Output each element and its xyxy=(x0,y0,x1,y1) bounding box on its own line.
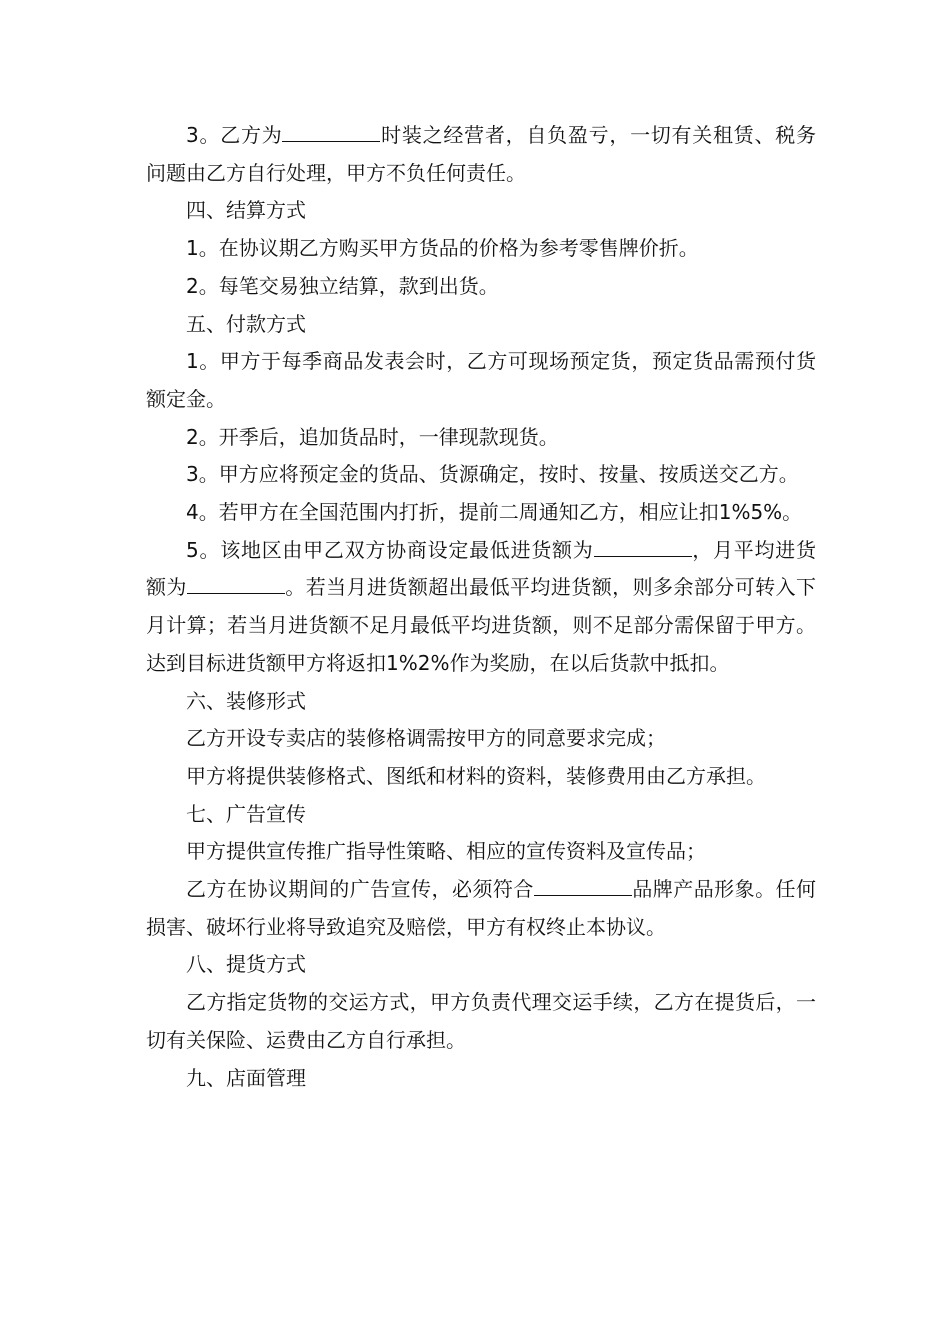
document-body xyxy=(146,117,816,1097)
paragraph xyxy=(146,871,816,946)
paragraph-text: 1。在协议期乙方购买甲方货品的价格为参考零售牌价折。 xyxy=(186,236,699,261)
paragraph xyxy=(146,532,816,683)
paragraph xyxy=(146,984,816,1059)
paragraph-text: 2。开季后，追加货品时，一律现款现货。 xyxy=(186,424,559,449)
paragraph-text: 5。该地区由甲乙双方协商设定最低进货额为 xyxy=(186,537,594,562)
paragraph xyxy=(146,946,816,984)
paragraph-text: 4。若甲方在全国范围内打折，提前二周通知乙方，相应让扣1%5%。 xyxy=(186,500,803,525)
paragraph-text: ，月平均进货额为 xyxy=(146,537,816,600)
paragraph-text: 。若当月进货额超出最低平均进货额，则多余部分可转入下月计算；若当月进货额不足月最低平均进货额，则不足部分需保留于甲方。达到目标进货额甲方将返扣1%2%作为奖励，在以后货款中抵扣。 xyxy=(146,575,817,675)
paragraph xyxy=(146,306,816,344)
paragraph xyxy=(146,117,816,192)
paragraph xyxy=(146,796,816,834)
paragraph xyxy=(146,683,816,721)
paragraph xyxy=(146,494,816,532)
paragraph-text: 乙方开设专卖店的装修格调需按甲方的同意要求完成； xyxy=(186,726,666,751)
paragraph xyxy=(146,419,816,457)
paragraph xyxy=(146,192,816,230)
paragraph-text: 甲方提供宣传推广指导性策略、相应的宣传资料及宣传品； xyxy=(186,839,706,864)
paragraph-text: 时装之经营者，自负盈亏，一切有关租赁、税务问题由乙方自行处理，甲方不负任何责任。 xyxy=(146,123,816,185)
paragraph-text: 1。甲方于每季商品发表会时，乙方可现场预定货，预定货品需预付货额定金。 xyxy=(146,349,816,411)
paragraph-text: 八、提货方式 xyxy=(186,952,306,977)
paragraph-text: 2。每笔交易独立结算，款到出货。 xyxy=(186,273,499,298)
paragraph-text: 乙方指定货物的交运方式，甲方负责代理交运手续，乙方在提货后，一切有关保险、运费由乙方自行承担。 xyxy=(146,990,816,1052)
fill-in-blank-line xyxy=(282,120,380,142)
paragraph-text: 品牌产品形象。任何损害、破坏行业将导致追究及赔偿，甲方有权终止本协议。 xyxy=(146,877,817,939)
paragraph xyxy=(146,720,816,758)
paragraph-text: 七、广告宣传 xyxy=(186,801,306,826)
paragraph xyxy=(146,833,816,871)
paragraph xyxy=(146,268,816,306)
fill-in-blank-line xyxy=(594,535,692,557)
paragraph xyxy=(146,1060,816,1098)
paragraph-text: 六、装修形式 xyxy=(186,688,306,713)
paragraph-text: 甲方将提供装修格式、图纸和材料的资料，装修费用由乙方承担。 xyxy=(186,763,766,788)
fill-in-blank-line xyxy=(187,572,285,594)
paragraph-text: 九、店面管理 xyxy=(186,1065,306,1090)
paragraph xyxy=(146,456,816,494)
paragraph-text: 3。乙方为 xyxy=(186,123,283,147)
paragraph xyxy=(146,343,816,418)
fill-in-blank-line xyxy=(534,874,632,896)
paragraph-text: 3。甲方应将预定金的货品、货源确定，按时、按量、按质送交乙方。 xyxy=(186,462,799,487)
paragraph-text: 乙方在协议期间的广告宣传，必须符合 xyxy=(186,877,534,902)
paragraph xyxy=(146,758,816,796)
paragraph-text: 五、付款方式 xyxy=(186,311,306,336)
paragraph xyxy=(146,230,816,268)
paragraph-text: 四、结算方式 xyxy=(186,198,306,223)
